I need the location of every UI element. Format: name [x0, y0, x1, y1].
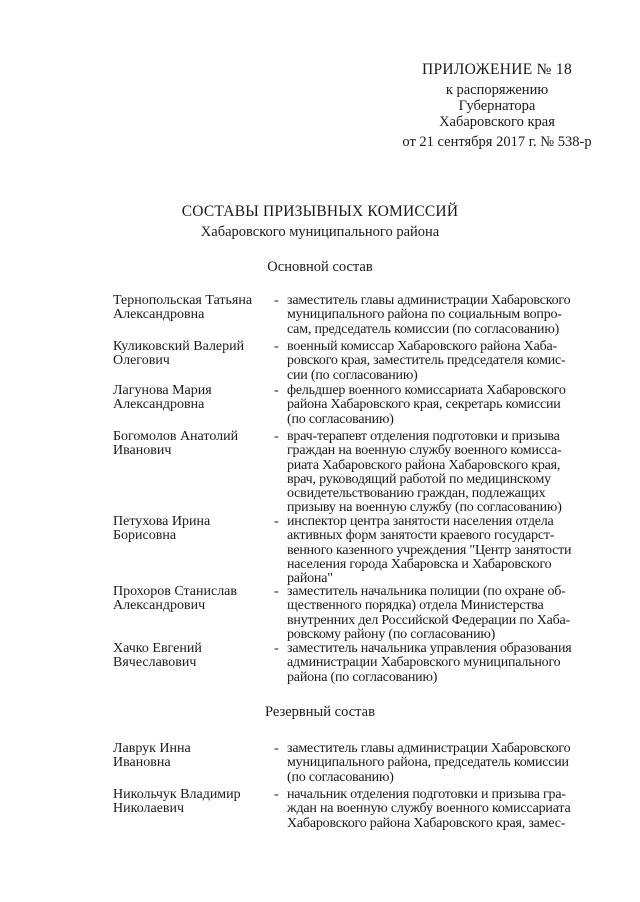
member-name: Прохоров Станислав Александрович	[113, 584, 238, 614]
member-role: заместитель начальника управления образования администрации Хабаровского муниципального района (по согласованию)	[287, 641, 572, 685]
document-subtitle: Хабаровского муниципального района	[200, 224, 440, 240]
member-role: заместитель начальника полиции (по охране об- щественного порядка) отдела Министерства внутренних дел Российской Федерации по Хаба- ровскому району (по согласованию)	[287, 584, 571, 642]
member-name: Хачко Евгений Вячеславович	[113, 641, 202, 671]
member-role: заместитель главы администрации Хабаровского муниципального района, председатель комиссии (по согласованию)	[287, 741, 571, 785]
member-role: фельдшер военного комиссариата Хабаровского района Хабаровского края, секретарь комиссии (по согласованию)	[287, 383, 566, 427]
member-role: военный комиссар Хабаровского района Хаба- ровского края, заместитель председателя комис- сии (по согласованию)	[287, 339, 566, 383]
dash: -	[274, 641, 279, 656]
member-name: Никольчук Владимир Николаевич	[113, 787, 241, 817]
dash: -	[274, 584, 279, 599]
annex-line: Хабаровского края	[439, 114, 555, 130]
member-role: врач-терапевт отделения подготовки и призыва граждан на военную службу военного комисса- риата Хабаровского района Хабаровского края, врач, руководящий работой по медицинскому освидетельствованию граждан, подлежащих призыву на военную службу (по согласованию)	[287, 429, 562, 516]
member-role: инспектор центра занятости населения отдела активных форм занятости краевого государст- венного казенного учреждения "Центр занятости населения города Хабаровска и Хабаровского района"	[287, 514, 572, 587]
member-name: Петухова Ирина Борисовна	[113, 514, 211, 544]
member-role: начальник отделения подготовки и призыва гра- ждан на военную службу военного комиссариата Хабаровского района Хабаровского края, замес-	[287, 787, 571, 831]
dash: -	[274, 383, 279, 398]
member-role: заместитель главы администрации Хабаровского муниципального района по социальным вопро- сам, председатель комиссии (по согласованию)	[287, 293, 571, 337]
dash: -	[274, 293, 279, 308]
dash: -	[274, 741, 279, 756]
annex-line: к распоряжению	[445, 82, 549, 98]
member-name: Куликовский Валерий Олегович	[113, 339, 245, 369]
member-name: Лаврук Инна Ивановна	[113, 741, 191, 771]
member-name: Богомолов Анатолий Иванович	[113, 429, 239, 459]
main-section-heading: Основной состав	[267, 259, 373, 275]
member-name: Лагунова Мария Александровна	[113, 383, 212, 413]
document-title: СОСТАВЫ ПРИЗЫВНЫХ КОМИССИЙ	[181, 203, 459, 220]
annex-line: Губернатора	[458, 98, 536, 114]
annex-date: от 21 сентября 2017 г. № 538-р	[402, 134, 592, 150]
member-name: Тернопольская Татьяна Александровна	[113, 293, 253, 323]
dash: -	[274, 787, 279, 802]
dash: -	[274, 514, 279, 529]
annex-title: ПРИЛОЖЕНИЕ № 18	[421, 61, 573, 78]
reserve-section-heading: Резервный состав	[265, 704, 375, 720]
dash: -	[274, 429, 279, 444]
dash: -	[274, 339, 279, 354]
annex-block	[386, 62, 608, 150]
